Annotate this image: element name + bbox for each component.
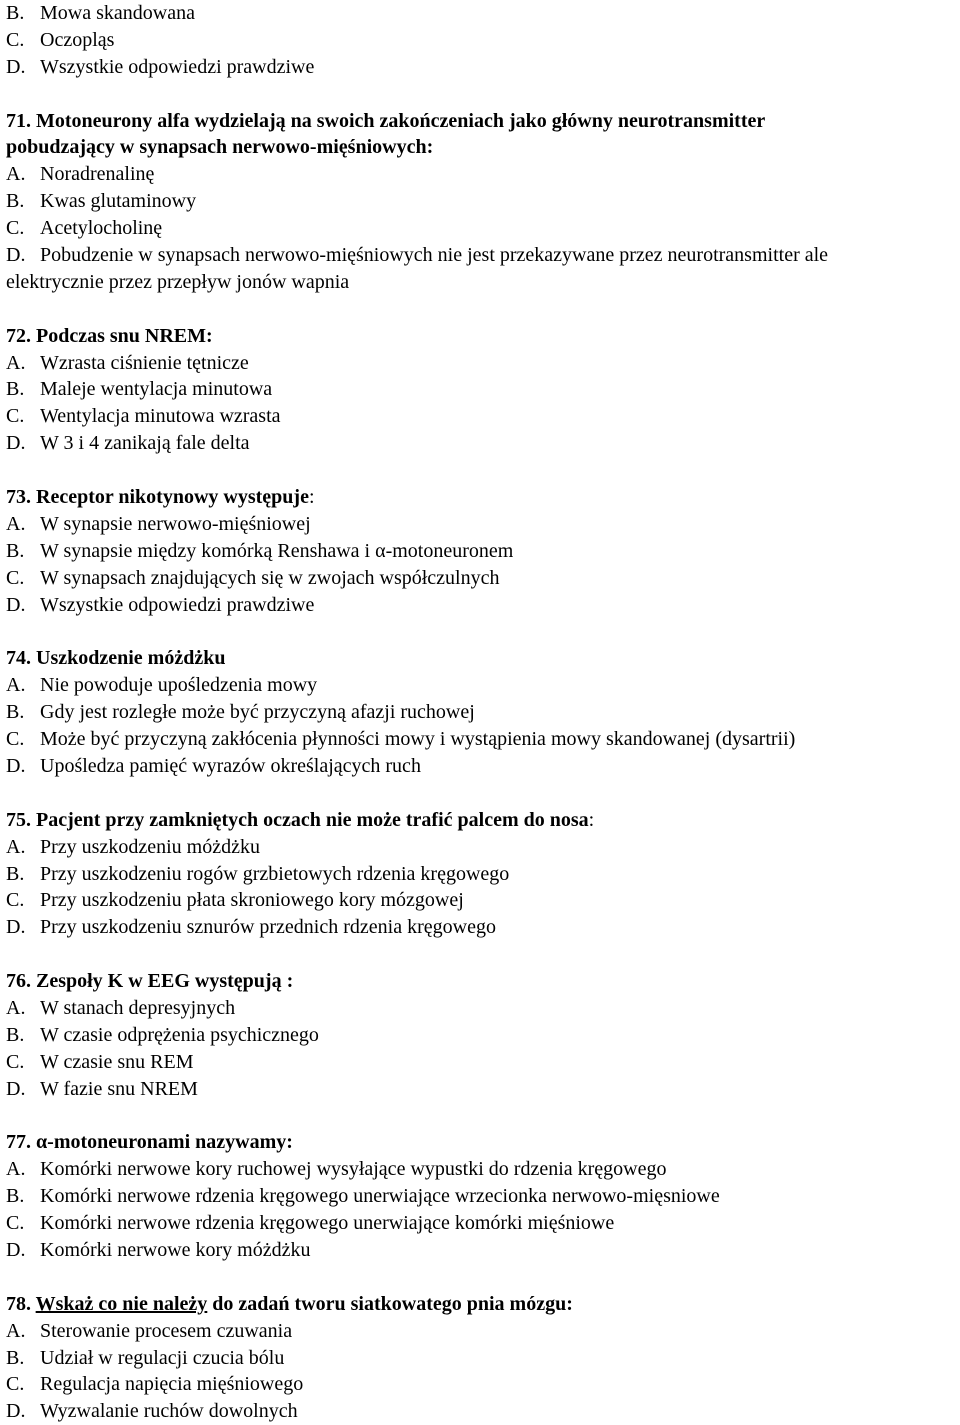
answer-letter: B. (6, 190, 25, 213)
question-text: Pacjent przy zamkniętych oczach nie może trafić palcem do nosa (36, 808, 589, 831)
answer-option (6, 403, 960, 430)
answer-text: Przy uszkodzeniu płata skroniowego kory mózgowej (40, 889, 464, 912)
answer-option (6, 834, 960, 861)
answer-text: W stanach depresyjnych (40, 996, 236, 1019)
question-number: 74. (6, 647, 31, 670)
answer-option (6, 1318, 960, 1345)
answer-option (6, 1183, 960, 1210)
answer-option (6, 215, 960, 242)
answer-letter: D. (6, 1077, 26, 1100)
answer-option (6, 54, 960, 81)
spacer (6, 1103, 960, 1130)
answer-letter: A. (6, 512, 26, 535)
question-number: 71. (6, 109, 31, 132)
answer-letter: D. (6, 1400, 26, 1423)
spacer (6, 941, 960, 968)
question-78 (6, 1291, 960, 1318)
answer-letter: B. (6, 1346, 25, 1369)
answer-text: Może być przyczyną zakłócenia płynności mowy i wystąpienia mowy skandowanej (dysartrii) (40, 728, 796, 751)
answer-text: W fazie snu NREM (40, 1077, 198, 1100)
answer-letter: A. (6, 163, 26, 186)
question-text: Zespoły K w EEG występują : (36, 970, 294, 993)
answer-letter: D. (6, 55, 26, 78)
question-text: α-motoneuronami nazywamy: (36, 1131, 293, 1154)
answer-option (6, 538, 960, 565)
answer-text: W czasie odprężenia psychicznego (40, 1023, 319, 1046)
question-text: Motoneurony alfa wydzielają na swoich zakończeniach jako główny neurotransmitter (36, 109, 766, 132)
answer-option (6, 1049, 960, 1076)
answer-text: Przy uszkodzeniu sznurów przednich rdzenia kręgowego (40, 916, 496, 939)
answer-text: Wszystkie odpowiedzi prawdziwe (40, 55, 315, 78)
answer-option (6, 1237, 960, 1264)
question-number: 76. (6, 970, 31, 993)
answer-text: Mowa skandowana (40, 2, 195, 24)
answer-option (6, 995, 960, 1022)
question-number: 75. (6, 808, 31, 831)
answer-text: Pobudzenie w synapsach nerwowo-mięśniowych nie jest przekazywane przez neurotransmitter ale (40, 244, 829, 267)
question-text: Uszkodzenie móżdżku (36, 647, 226, 670)
answer-text: Regulacja napięcia mięśniowego (40, 1373, 304, 1396)
answer-letter: D. (6, 593, 26, 616)
answer-letter: A. (6, 835, 26, 858)
answer-letter: D. (6, 244, 26, 267)
answer-option (6, 592, 960, 619)
answer-text: Przy uszkodzeniu rogów grzbietowych rdzenia kręgowego (40, 862, 510, 885)
answer-letter: C. (6, 566, 25, 589)
answer-letter: B. (6, 862, 25, 885)
answer-option (6, 1076, 960, 1103)
answer-option (6, 0, 960, 27)
answer-letter: A. (6, 674, 26, 697)
answer-text: Komórki nerwowe kory móżdżku (40, 1238, 311, 1261)
answer-text: Kwas glutaminowy (40, 190, 197, 213)
answer-letter: B. (6, 539, 25, 562)
answer-text: Noradrenalinę (40, 163, 155, 186)
question-number: 73. (6, 486, 31, 509)
answer-letter: A. (6, 1158, 26, 1181)
answer-text: W synapsie nerwowo-mięśniowej (40, 512, 311, 535)
question-emphasis: Wskaż co nie należy (35, 1292, 208, 1315)
answer-letter: A. (6, 996, 26, 1019)
question-71-continued (6, 134, 960, 161)
question-71 (6, 108, 960, 135)
question-text: Receptor nikotynowy występuje (36, 486, 309, 509)
question-text: do zadań tworu siatkowatego pnia mózgu: (212, 1292, 573, 1315)
answer-text: W synapsie między komórką Renshawa i α-motoneuronem (40, 539, 514, 562)
answer-letter: A. (6, 1319, 26, 1342)
answer-letter: D. (6, 916, 26, 939)
question-suffix: : (588, 808, 595, 831)
answer-option (6, 726, 960, 753)
question-number: 72. (6, 324, 31, 347)
answer-letter: B. (6, 701, 25, 724)
answer-text: Maleje wentylacja minutowa (40, 378, 273, 401)
answer-letter: C. (6, 217, 25, 240)
answer-text: Komórki nerwowe kory ruchowej wysyłające wypustki do rdzenia kręgowego (40, 1158, 667, 1181)
answer-option (6, 1022, 960, 1049)
spacer (6, 1264, 960, 1291)
spacer (6, 618, 960, 645)
answer-text: Udział w regulacji czucia bólu (40, 1346, 285, 1369)
question-73 (6, 484, 960, 511)
answer-letter: C. (6, 1212, 25, 1235)
answer-text: W czasie snu REM (40, 1050, 194, 1073)
answer-option (6, 672, 960, 699)
answer-letter: B. (6, 2, 25, 24)
spacer (6, 780, 960, 807)
answer-option (6, 887, 960, 914)
answer-letter: B. (6, 378, 25, 401)
answer-option (6, 699, 960, 726)
answer-text: Wentylacja minutowa wzrasta (40, 405, 281, 428)
answer-option (6, 350, 960, 377)
answer-option (6, 861, 960, 888)
answer-text: elektrycznie przez przepływ jonów wapnia (6, 270, 350, 293)
answer-text: Nie powoduje upośledzenia mowy (40, 674, 318, 697)
answer-letter: B. (6, 1185, 25, 1208)
answer-option (6, 430, 960, 457)
answer-text: Wyzwalanie ruchów dowolnych (40, 1400, 298, 1423)
answer-text: Przy uszkodzeniu móżdżku (40, 835, 260, 858)
answer-letter: D. (6, 754, 26, 777)
spacer (6, 457, 960, 484)
answer-option (6, 1398, 960, 1425)
answer-option (6, 1371, 960, 1398)
answer-text: Upośledza pamięć wyrazów określających ruch (40, 754, 421, 777)
answer-text: W 3 i 4 zanikają fale delta (40, 432, 250, 455)
spacer (6, 81, 960, 108)
question-number: 78. (6, 1292, 31, 1315)
answer-option (6, 376, 960, 403)
answer-letter: C. (6, 1373, 25, 1396)
document-page (6, 0, 960, 1425)
answer-text: Wzrasta ciśnienie tętnicze (40, 351, 249, 374)
answer-option (6, 27, 960, 54)
answer-letter: D. (6, 1238, 26, 1261)
answer-option (6, 242, 960, 269)
answer-letter: A. (6, 351, 26, 374)
answer-text: Gdy jest rozległe może być przyczyną afazji ruchowej (40, 701, 475, 724)
answer-letter: B. (6, 1023, 25, 1046)
question-text: Podczas snu NREM: (36, 324, 213, 347)
question-number: 77. (6, 1131, 31, 1154)
answer-option (6, 1156, 960, 1183)
answer-letter: D. (6, 432, 26, 455)
answer-letter: C. (6, 405, 25, 428)
answer-letter: C. (6, 728, 25, 751)
question-72 (6, 323, 960, 350)
question-77 (6, 1129, 960, 1156)
answer-option (6, 161, 960, 188)
answer-text: W synapsach znajdujących się w zwojach współczulnych (40, 566, 500, 589)
answer-text: Acetylocholinę (40, 217, 163, 240)
question-75 (6, 807, 960, 834)
answer-text: Komórki nerwowe rdzenia kręgowego unerwiające komórki mięśniowe (40, 1212, 615, 1235)
answer-text: Komórki nerwowe rdzenia kręgowego unerwiające wrzecionka nerwowo-mięsniowe (40, 1185, 720, 1208)
question-74 (6, 645, 960, 672)
question-suffix: : (308, 486, 315, 509)
answer-option (6, 1345, 960, 1372)
answer-letter: C. (6, 28, 25, 51)
question-text: pobudzający w synapsach nerwowo-mięśniowych: (6, 136, 434, 159)
answer-option (6, 1210, 960, 1237)
question-76 (6, 968, 960, 995)
spacer (6, 296, 960, 323)
answer-option (6, 914, 960, 941)
answer-text: Sterowanie procesem czuwania (40, 1319, 293, 1342)
answer-option (6, 511, 960, 538)
answer-letter: C. (6, 1050, 25, 1073)
answer-option (6, 188, 960, 215)
answer-option-continued (6, 269, 960, 296)
answer-option (6, 753, 960, 780)
answer-letter: C. (6, 889, 25, 912)
answer-text: Oczopląs (40, 28, 115, 51)
answer-option (6, 565, 960, 592)
answer-text: Wszystkie odpowiedzi prawdziwe (40, 593, 315, 616)
